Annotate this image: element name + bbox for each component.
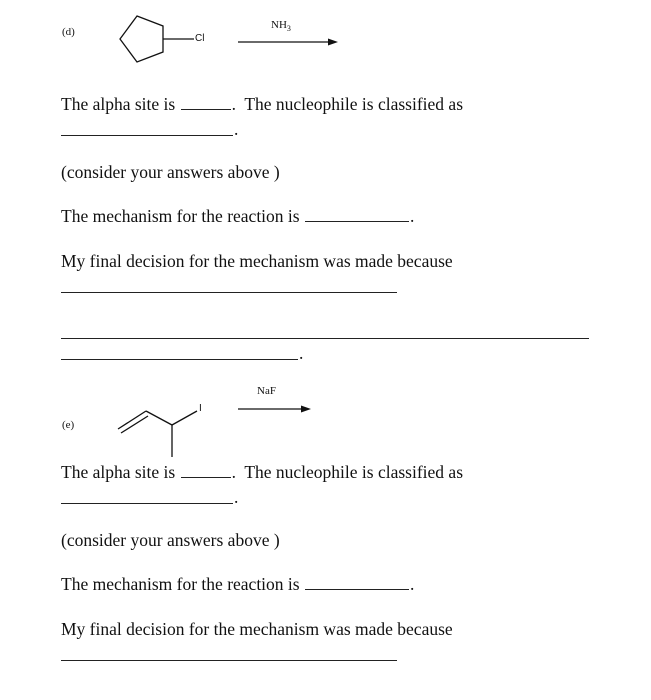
mechanism-text: The mechanism for the reaction is: [61, 206, 300, 226]
nucleophile-text: The nucleophile is classified as: [244, 462, 464, 482]
reaction-arrow-e: [238, 403, 348, 415]
part-d-label: (d): [62, 26, 75, 38]
mechanism-line-e: The mechanism for the reaction is .: [61, 574, 415, 594]
alpha-site-blank[interactable]: [181, 476, 231, 478]
alpha-site-line-d: The alpha site is . The nucleophile is classified as: [61, 94, 464, 114]
mechanism-line-d: The mechanism for the reaction is .: [61, 206, 415, 226]
alkyl-iodide-structure: [110, 395, 230, 465]
nucleophile-text: The nucleophile is classified as: [244, 94, 464, 114]
mechanism-blank[interactable]: [305, 220, 409, 222]
reagent-nh3: $NH_3$: [271, 19, 291, 34]
consider-text-e: (consider your answers above ): [61, 530, 280, 550]
c-i-bond: [172, 411, 197, 425]
alpha-site-text: The alpha site is: [61, 94, 176, 114]
mechanism-text: The mechanism for the reaction is: [61, 574, 300, 594]
nucleophile-class-blank[interactable]: [61, 135, 233, 136]
reagent-naf: NaF: [257, 385, 276, 397]
decision-text-e: My final decision for the mechanism was made because: [61, 619, 453, 639]
decision-blank-2-d[interactable]: [61, 338, 589, 339]
decision-blank-1-d[interactable]: [61, 292, 397, 293]
alpha-site-text: The alpha site is: [61, 462, 176, 482]
reaction-arrow-d: [238, 36, 348, 48]
nucleophile-class-blank[interactable]: [61, 503, 233, 504]
iodo-substituent: I: [199, 403, 202, 414]
consider-text-d: (consider your answers above ): [61, 162, 280, 182]
decision-text-d: My final decision for the mechanism was made because: [61, 251, 453, 271]
alpha-site-blank[interactable]: [181, 108, 231, 110]
alpha-site-line-e: The alpha site is . The nucleophile is classified as: [61, 462, 464, 482]
cyclopentane-ring: [120, 16, 163, 62]
mechanism-blank[interactable]: [305, 588, 409, 590]
cyclopentyl-chloride-structure: [110, 10, 230, 70]
chloro-substituent: Cl: [195, 33, 205, 44]
decision-blank-3-d[interactable]: [61, 359, 298, 360]
decision-blank-1-e[interactable]: [61, 660, 397, 661]
part-e-label: (e): [62, 419, 75, 431]
